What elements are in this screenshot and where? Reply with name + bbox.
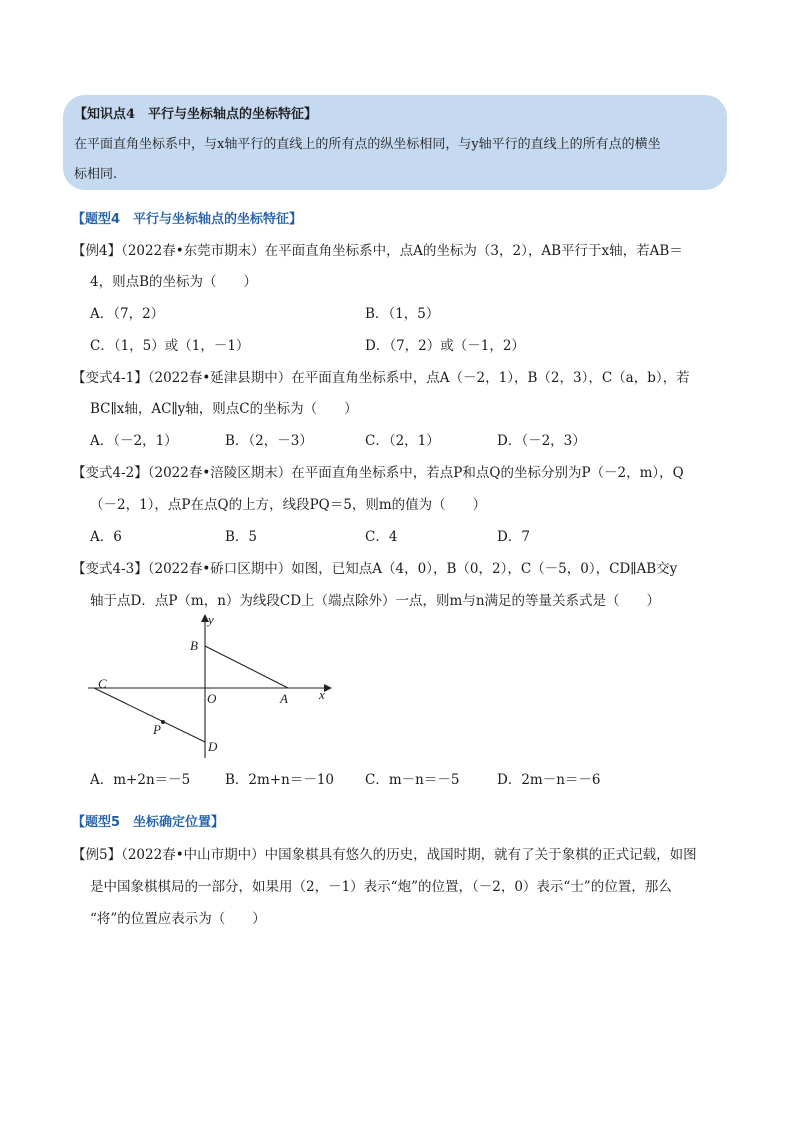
ex4-option-a: A．（7，2） — [90, 306, 165, 322]
v41-option-a: A．（－2，1） — [90, 433, 178, 449]
ex4-line2: 4，则点B的坐标为（ ） — [90, 274, 258, 290]
v43-option-a: A．m+2n＝－5 — [90, 772, 191, 788]
label-p: P — [153, 722, 161, 737]
point-p — [161, 720, 165, 724]
v41-option-b: B．（2，－3） — [225, 433, 313, 449]
v43-option-d: D．2m－n＝－6 — [497, 772, 601, 788]
label-x: x — [319, 687, 325, 702]
knowledge-text-line1: 在平面直角坐标系中，与x轴平行的直线上的所有点的纵坐标相同，与y轴平行的直线上的所有点的横坐 — [74, 137, 661, 152]
v41-line1: 【变式4-1】（2022春•延津县期中）在平面直角坐标系中，点A（－2，1），B（2，3），C（a，b），若 — [72, 370, 690, 386]
ex4-option-d: D．（7，2）或（－1，2） — [365, 338, 525, 354]
v42-option-b: B．5 — [225, 529, 258, 545]
v42-option-d: D．7 — [497, 529, 530, 545]
ex4-option-b: B．（1，5） — [365, 306, 440, 322]
label-y: y — [208, 612, 214, 627]
v43-line1: 【变式4-3】（2022春•硚口区期中）如图，已知点A（4，0），B（0，2），C（－5，0），CD∥AB交y — [72, 561, 678, 577]
ex5-line2: 是中国象棋棋局的一部分，如果用（2，－1）表示“炮”的位置，（－2，0）表示“士”的位置，那么 — [90, 879, 672, 895]
v41-option-c: C．（2，1） — [365, 433, 440, 449]
knowledge-box — [63, 95, 727, 190]
ex5-line1: 【例5】（2022春•中山市期中）中国象棋具有悠久的历史，战国时期，就有了关于象棋的正式记载，如图 — [72, 847, 697, 863]
coordinate-figure — [86, 612, 336, 762]
label-d: D — [208, 739, 218, 754]
v43-option-b: B．2m+n＝－10 — [225, 772, 334, 788]
segment-ab — [205, 646, 288, 688]
v43-line2: 轴于点D．点P（m，n）为线段CD上（端点除外）一点，则m与n满足的等量关系式是（ ） — [90, 593, 661, 609]
x-axis-arrow — [324, 684, 332, 692]
label-b: B — [190, 638, 198, 653]
type5-heading: 【题型5 坐标确定位置】 — [72, 815, 225, 830]
v41-option-d: D．（－2，3） — [497, 433, 586, 449]
v42-option-a: A．6 — [90, 529, 122, 545]
type4-heading: 【题型4 平行与坐标轴点的坐标特征】 — [72, 212, 303, 227]
knowledge-text-line2: 标相同. — [74, 167, 118, 182]
v42-option-c: C．4 — [365, 529, 398, 545]
ex5-line3: “将”的位置应表示为（ ） — [90, 911, 266, 927]
knowledge-title: 【知识点4 平行与坐标轴点的坐标特征】 — [74, 107, 318, 122]
ex4-option-c: C．（1，5）或（1，－1） — [90, 338, 250, 354]
segment-cd — [94, 688, 205, 742]
v41-line2: BC∥x轴，AC∥y轴，则点C的坐标为（ ） — [90, 401, 358, 417]
v42-line1: 【变式4-2】（2022春•涪陵区期末）在平面直角坐标系中，若点P和点Q的坐标分别为P（－2，m），Q — [72, 465, 684, 481]
v42-line2: （－2，1），点P在点Q的上方，线段PQ＝5，则m的值为（ ） — [90, 497, 487, 513]
label-a: A — [280, 691, 288, 706]
v43-option-c: C．m－n＝－5 — [365, 772, 460, 788]
ex4-line1: 【例4】（2022春•东莞市期末）在平面直角坐标系中，点A的坐标为（3，2），AB平行于x轴，若AB＝ — [72, 243, 683, 259]
label-c: C — [98, 676, 107, 691]
label-o: O — [207, 691, 217, 706]
